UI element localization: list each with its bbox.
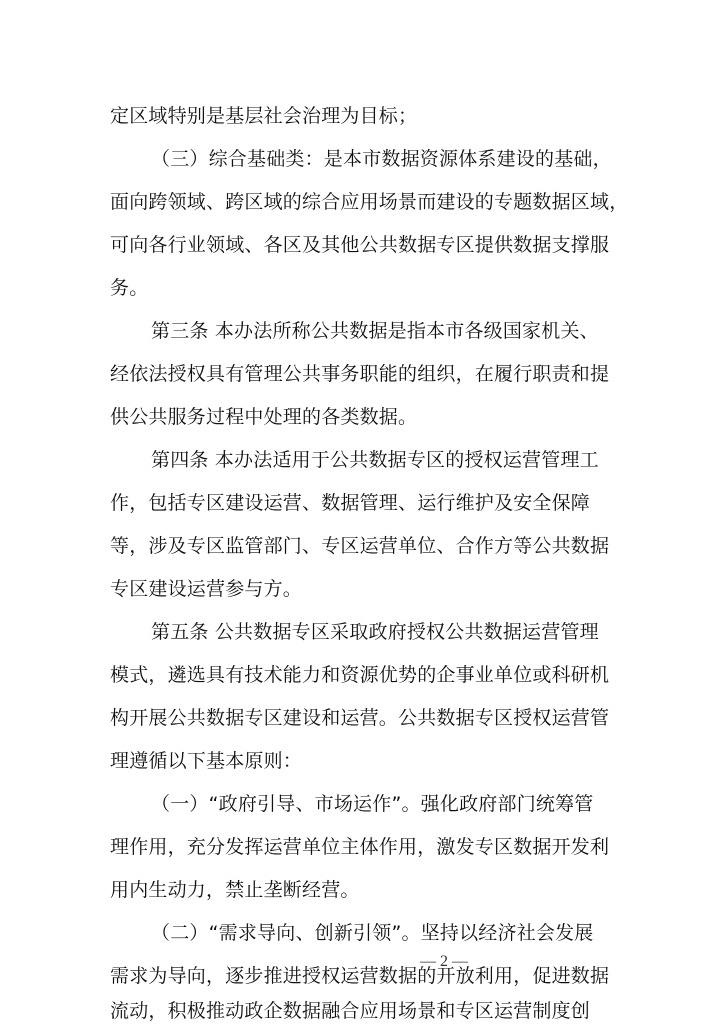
text-line-9: 第四条 本办法适用于公共数据专区的授权运营管理工 (151, 449, 599, 471)
text-line-13: 第五条 公共数据专区采取政府授权公共数据运营管理 (151, 621, 599, 643)
text-line-15: 构开展公共数据专区建设和运营。公共数据专区授权运营管 (110, 707, 610, 729)
text-line-2: （三）综合基础类：是本市数据资源体系建设的基础， (151, 148, 612, 170)
text-line-11: 等，涉及专区监管部门、专区运营单位、合作方等公共数据 (110, 535, 610, 557)
text-line-16: 理遵循以下基本原则： (110, 750, 303, 772)
text-line-3: 面向跨领域、跨区域的综合应用场景而建设的专题数据区域， (110, 191, 629, 213)
text-line-18: 理作用，充分发挥运营单位主体作用，激发专区数据开发利 (110, 836, 610, 858)
text-line-22: 流动，积极推动政企数据融合应用场景和专区运营制度创 (110, 1000, 591, 1022)
text-line-8: 供公共服务过程中处理的各类数据。 (110, 406, 418, 428)
text-line-7: 经依法授权具有管理公共事务职能的组织，在履行职责和提 (110, 363, 610, 385)
text-line-17: （一）“政府引导、市场运作”。强化政府部门统筹管 (151, 793, 594, 815)
text-line-12: 专区建设运营参与方。 (110, 578, 303, 600)
text-line-20: （二）“需求导向、创新引领”。坚持以经济社会发展 (151, 922, 594, 944)
text-line-5: 务。 (110, 277, 149, 299)
text-line-10: 作，包括专区建设运营、数据管理、运行维护及安全保障 (110, 492, 591, 514)
page-number: — 2 — (420, 953, 468, 970)
text-line-14: 模式，遴选具有技术能力和资源优势的企事业单位或科研机 (110, 664, 610, 686)
text-line-19: 用内生动力，禁止垄断经营。 (110, 879, 360, 901)
text-line-1: 定区域特别是基层社会治理为目标； (110, 105, 418, 127)
text-line-6: 第三条 本办法所称公共数据是指本市各级国家机关、 (151, 320, 599, 342)
text-line-21: 需求为导向，逐步推进授权运营数据的开放利用，促进数据 (110, 965, 610, 987)
text-line-4: 可向各行业领域、各区及其他公共数据专区提供数据支撑服 (110, 234, 610, 256)
